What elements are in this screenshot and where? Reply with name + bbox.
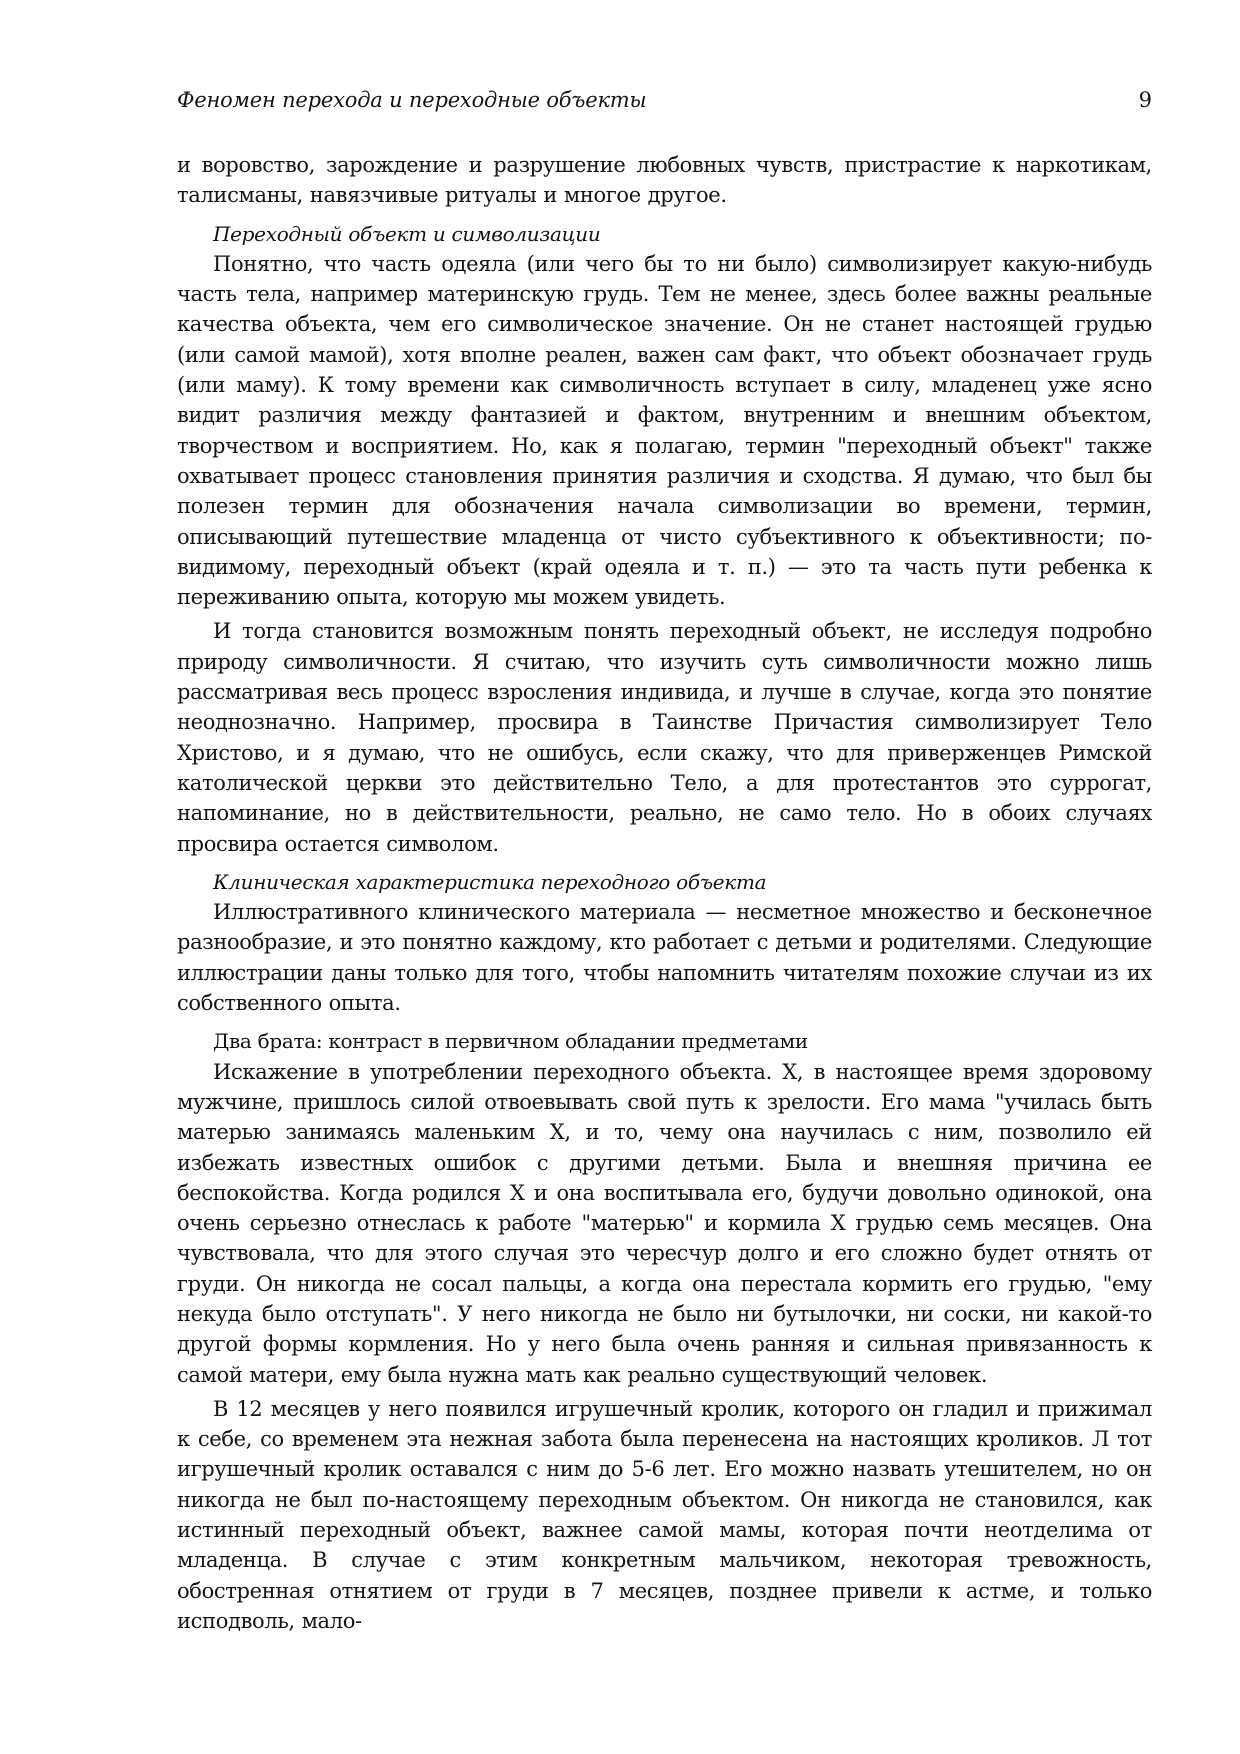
page-number: 9 xyxy=(1138,88,1152,112)
paragraph: Искажение в употреблении переходного объекта. X, в настоящее время здоровому мужчине, пришлось силой отвоевывать свой путь к зрелости. Его мама "училась быть матерью занимаясь маленьким X, и то, чему она научилась с ним, позволило ей избежать известных ошибок с другими детьми. Была и внешняя причина ее беспокойства. Когда родился X и она воспитывала его, будучи довольно одинокой, она очень серьезно отнеслась к работе "матерью" и кормила X грудью семь месяцев. Она чувствовала, что для этого случая это чересчур долго и его сложно будет отнять от груди. Он никогда не сосал пальцы, а когда она перестала кормить его грудью, "ему некуда было отступать". У него никогда не было ни бутылочки, ни соски, ни какой-то другой формы кормления. Но у него была очень ранняя и сильная привязанность к самой матери, ему была нужна мать как реально существующий человек. xyxy=(177,1059,1152,1387)
opening-paragraph: и воровство, зарождение и разрушение любовных чувств, пристрастие к наркотикам, талисманы, навязчивые ритуалы и многое другое. xyxy=(177,153,1152,208)
section-heading-symbolization: Переходный объект и символизации xyxy=(213,221,601,246)
section-heading-clinical: Клиническая характеристика переходного объекта xyxy=(213,869,767,894)
running-header-title: Феномен перехода и переходные объекты xyxy=(177,88,647,112)
paragraph: Иллюстративного клинического материала — несметное множество и бесконечное разнообразие, и это понятно каждому, кто работает с детьми и родителями. Следующие иллюстрации даны только для того, чтобы напомнить читателям похожие случаи из их собственного опыта. xyxy=(177,900,1152,1016)
paragraph: Понятно, что часть одеяла (или чего бы то ни было) символизирует какую-нибудь часть тела, например материнскую грудь. Тем не менее, здесь более важны реальные качества объекта, чем его символическое значение. Он не станет настоящей грудью (или самой мамой), хотя вполне реален, важен сам факт, что объект обозначает грудь (или маму). К тому времени как символичность вступает в силу, младенец уже ясно видит различия между фантазией и фактом, внутренним и внешним объектом, творчеством и восприятием. Но, как я полагаю, термин "переходный объект" также охватывает процесс становления принятия различия и сходства. Я думаю, что был бы полезен термин для обозначения начала символизации во времени, термин, описывающий путешествие младенца от чисто субъективного к объективности; по-видимому, переходный объект (край одеяла и т. п.) — это та часть пути ребенка к переживанию опыта, которую мы можем увидеть. xyxy=(177,251,1152,610)
body-text xyxy=(177,150,1152,1636)
paragraph: И тогда становится возможным понять переходный объект, не исследуя подробно природу символичности. Я считаю, что изучить суть символичности можно лишь рассматривая весь процесс взросления индивида, и лучше в случае, когда это понятие неоднозначно. Например, просвира в Таинстве Причастия символизирует Тело Христово, и я думаю, что не ошибусь, если скажу, что для приверженцев Римской католической церкви это действительно Тело, а для протестантов это суррогат, напоминание, но в действительности, реально, не само тело. Но в обоих случаях просвира остается символом. xyxy=(177,619,1152,856)
running-header xyxy=(177,83,1152,117)
paragraph: В 12 месяцев у него появился игрушечный кролик, которого он гладил и прижимал к себе, со временем эта нежная забота была перенесена на настоящих кроликов. Л тот игрушечный кролик оставался с ним до 5-6 лет. Его можно назвать утешителем, но он никогда не был по-настоящему переходным объектом. Он никогда не становился, как истинный переходный объект, важнее самой мамы, которая почти неотделима от младенца. В случае с этим конкретным мальчиком, некоторая тревожность, обостренная отнятием от груди в 7 месяцев, позднее привели к астме, и только исподволь, мало- xyxy=(177,1396,1152,1633)
section-heading-two-brothers: Два брата: контраст в первичном обладании предметами xyxy=(213,1029,808,1054)
